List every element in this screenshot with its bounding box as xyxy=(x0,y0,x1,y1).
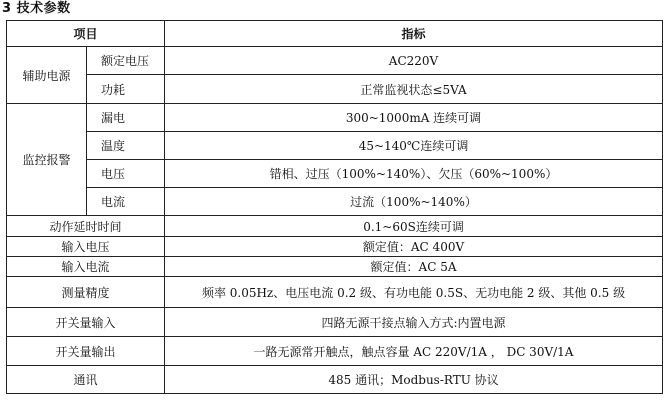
row-name: 输入电流 xyxy=(7,257,165,277)
table-header-row xyxy=(7,21,663,47)
row-name: 测量精度 xyxy=(7,277,165,308)
row-value: 0.1~60S连续可调 xyxy=(165,216,663,237)
header-spec: 指标 xyxy=(165,21,663,47)
row-value: 过流（100%~140%） xyxy=(165,188,663,216)
table-row xyxy=(7,308,663,337)
row-value: 正常监视状态≤5VA xyxy=(165,75,663,104)
table-row xyxy=(7,277,663,308)
table-row xyxy=(7,132,663,160)
row-name: 额定电压 xyxy=(87,47,165,75)
table-row xyxy=(7,160,663,188)
header-item: 项目 xyxy=(7,21,165,47)
row-name: 功耗 xyxy=(87,75,165,104)
table-row xyxy=(7,257,663,277)
row-value: 300~1000mA 连续可调 xyxy=(165,104,663,132)
row-name: 漏电 xyxy=(87,104,165,132)
table-row xyxy=(7,237,663,257)
row-value: 一路无源常开触点，触点容量 AC 220V/1A ， DC 30V/1A xyxy=(165,337,663,366)
row-name: 电流 xyxy=(87,188,165,216)
table-row xyxy=(7,216,663,237)
row-value: 四路无源干接点输入方式:内置电源 xyxy=(165,308,663,337)
row-name: 动作延时时间 xyxy=(7,216,165,237)
row-name: 通讯 xyxy=(7,366,165,394)
row-value: 错相、过压（100%~140%）、欠压（60%~100%） xyxy=(165,160,663,188)
table-row xyxy=(7,366,663,394)
row-name: 开关量输出 xyxy=(7,337,165,366)
group-label-aux-power: 辅助电源 xyxy=(7,47,87,104)
group-label-alarm: 监控报警 xyxy=(7,104,87,216)
row-name: 电压 xyxy=(87,160,165,188)
table-row xyxy=(7,75,663,104)
row-name: 开关量输入 xyxy=(7,308,165,337)
section-heading: 3 技术参数 xyxy=(2,1,71,16)
row-value: 额定值：AC 400V xyxy=(165,237,663,257)
row-value: 485 通讯；Modbus-RTU 协议 xyxy=(165,366,663,394)
row-name: 温度 xyxy=(87,132,165,160)
tech-params-table xyxy=(6,20,663,394)
table-row xyxy=(7,188,663,216)
row-value: AC220V xyxy=(165,47,663,75)
table-row xyxy=(7,47,663,75)
row-value: 45~140℃连续可调 xyxy=(165,132,663,160)
row-name: 输入电压 xyxy=(7,237,165,257)
row-value: 频率 0.05Hz、电压电流 0.2 级、有功电能 0.5S、无功电能 2 级、其他 0.5 级 xyxy=(165,277,663,308)
table-row xyxy=(7,337,663,366)
row-value: 额定值：AC 5A xyxy=(165,257,663,277)
table-row xyxy=(7,104,663,132)
